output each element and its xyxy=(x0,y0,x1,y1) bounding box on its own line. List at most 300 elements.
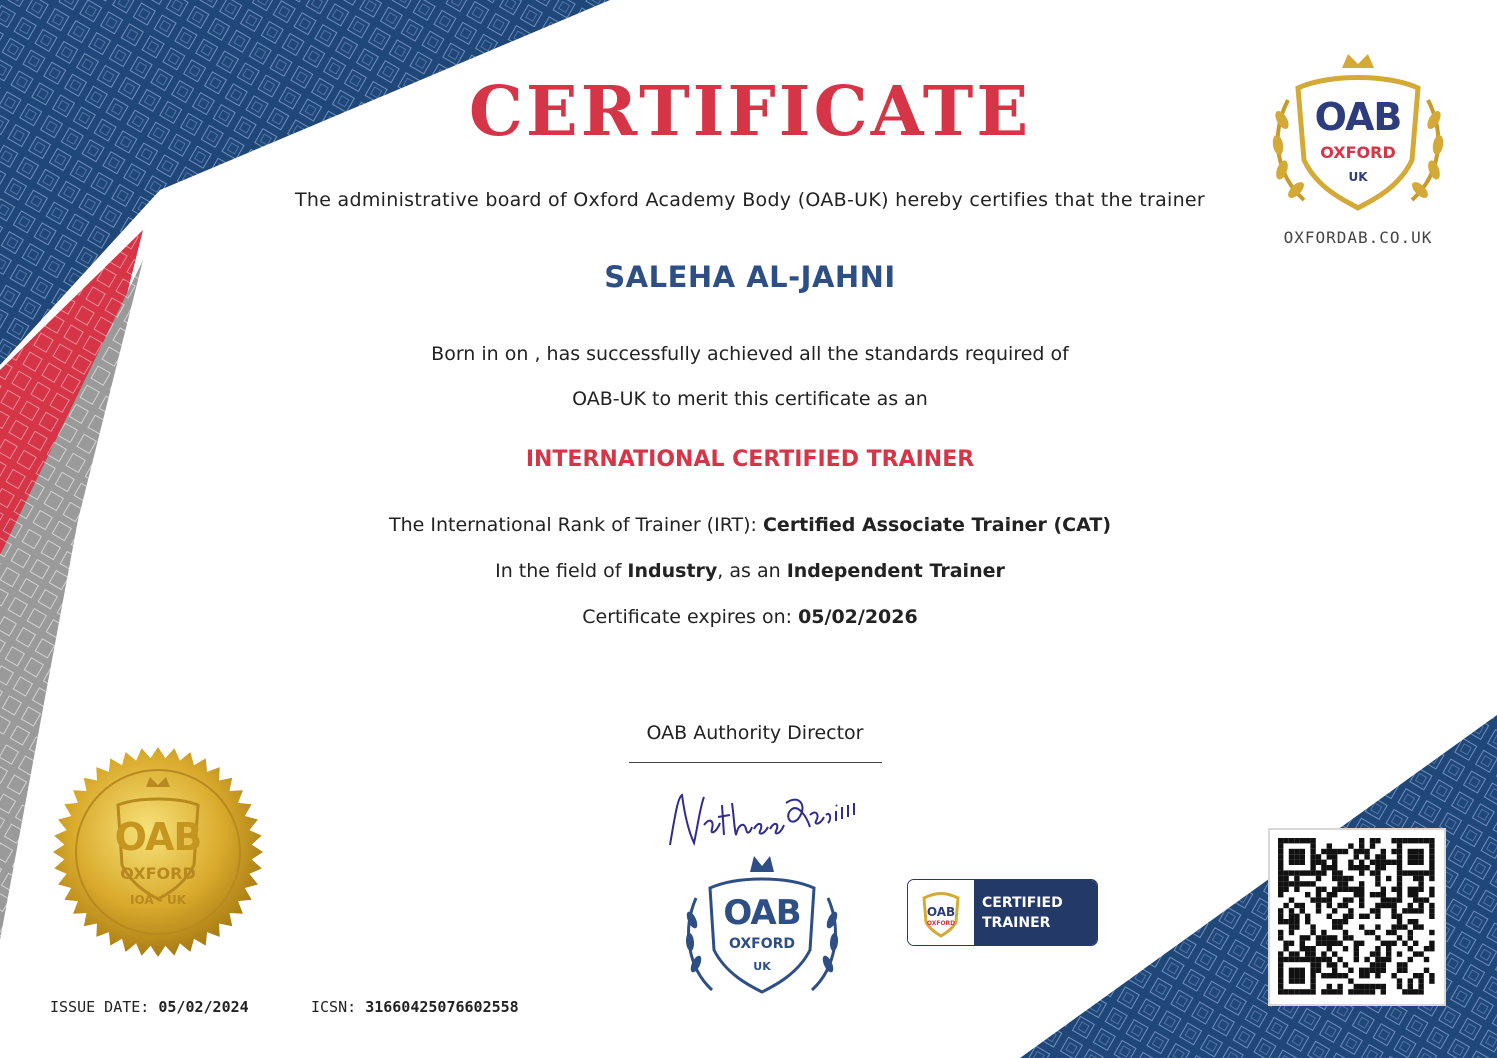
qr-module xyxy=(1386,941,1391,946)
qr-module xyxy=(1375,957,1380,962)
field-prefix: In the field of xyxy=(495,560,628,582)
qr-module xyxy=(1408,838,1413,843)
qr-module xyxy=(1327,849,1332,854)
qr-module xyxy=(1429,903,1434,908)
qr-module xyxy=(1294,887,1299,892)
qr-module xyxy=(1429,849,1434,854)
qr-module xyxy=(1289,908,1294,913)
irt-value: Certified Associate Trainer (CAT) xyxy=(762,514,1111,536)
qr-module xyxy=(1300,968,1305,973)
icsn-value: 31660425076602558 xyxy=(365,998,519,1016)
qr-module xyxy=(1354,887,1359,892)
qr-module xyxy=(1364,984,1369,989)
qr-module xyxy=(1364,989,1369,994)
qr-module xyxy=(1391,924,1396,929)
qr-module xyxy=(1289,919,1294,924)
qr-module xyxy=(1408,957,1413,962)
qr-module xyxy=(1370,860,1375,865)
qr-module xyxy=(1327,843,1332,848)
qr-module xyxy=(1278,989,1283,994)
qr-module xyxy=(1337,849,1342,854)
qr-module xyxy=(1375,838,1380,843)
qr-module xyxy=(1300,903,1305,908)
qr-module xyxy=(1294,951,1299,956)
qr-module xyxy=(1359,887,1364,892)
qr-module xyxy=(1418,870,1423,875)
qr-module xyxy=(1327,914,1332,919)
qr-module xyxy=(1397,870,1402,875)
qr-module xyxy=(1370,838,1375,843)
qr-module xyxy=(1310,870,1315,875)
qr-module xyxy=(1316,870,1321,875)
qr-module xyxy=(1310,946,1315,951)
qr-module xyxy=(1359,903,1364,908)
qr-module xyxy=(1397,968,1402,973)
qr-module xyxy=(1300,946,1305,951)
qr-module xyxy=(1386,876,1391,881)
qr-module xyxy=(1332,924,1337,929)
qr-module xyxy=(1370,951,1375,956)
qr-module xyxy=(1354,854,1359,859)
qr-module xyxy=(1348,887,1353,892)
qr-module xyxy=(1332,973,1337,978)
qr-module xyxy=(1294,870,1299,875)
qr-module xyxy=(1332,989,1337,994)
qr-module xyxy=(1370,968,1375,973)
badge-logo xyxy=(908,880,974,945)
certified-trainer-badge xyxy=(907,879,1098,946)
qr-module xyxy=(1381,968,1386,973)
qr-module xyxy=(1327,854,1332,859)
qr-module xyxy=(1321,941,1326,946)
qr-module xyxy=(1397,892,1402,897)
qr-module xyxy=(1278,892,1283,897)
qr-module xyxy=(1375,968,1380,973)
qr-module xyxy=(1305,935,1310,940)
qr-module xyxy=(1348,935,1353,940)
emblem-text-uk: UK xyxy=(753,960,771,973)
qr-module xyxy=(1418,951,1423,956)
qr-module xyxy=(1294,914,1299,919)
qr-module xyxy=(1375,865,1380,870)
qr-module xyxy=(1289,849,1294,854)
qr-module xyxy=(1289,930,1294,935)
director-signature xyxy=(660,785,860,855)
qr-module xyxy=(1381,865,1386,870)
qr-module xyxy=(1278,881,1283,886)
qr-module xyxy=(1418,881,1423,886)
qr-module xyxy=(1310,865,1315,870)
qr-module xyxy=(1310,962,1315,967)
qr-module xyxy=(1408,854,1413,859)
qr-module xyxy=(1300,860,1305,865)
qr-module xyxy=(1283,946,1288,951)
qr-module xyxy=(1386,946,1391,951)
qr-module xyxy=(1337,881,1342,886)
qr-module xyxy=(1386,957,1391,962)
qr-module xyxy=(1359,924,1364,929)
qr-module xyxy=(1408,892,1413,897)
qr-code[interactable] xyxy=(1268,828,1446,1006)
qr-module xyxy=(1413,849,1418,854)
qr-module xyxy=(1289,897,1294,902)
qr-module xyxy=(1310,968,1315,973)
badge-text xyxy=(974,880,1097,945)
qr-module xyxy=(1343,849,1348,854)
qr-module xyxy=(1408,870,1413,875)
qr-module xyxy=(1429,914,1434,919)
qr-module xyxy=(1397,924,1402,929)
qr-module xyxy=(1278,962,1283,967)
seal-text-oab: OAB xyxy=(114,815,202,859)
qr-module xyxy=(1386,951,1391,956)
qr-module xyxy=(1327,973,1332,978)
qr-module xyxy=(1424,968,1429,973)
qr-code-image xyxy=(1270,830,1444,1004)
irt-label: The International Rank of Trainer (IRT): xyxy=(389,514,763,536)
qr-module xyxy=(1402,908,1407,913)
qr-module xyxy=(1310,989,1315,994)
qr-module xyxy=(1305,892,1310,897)
qr-module xyxy=(1413,973,1418,978)
qr-module xyxy=(1413,870,1418,875)
qr-module xyxy=(1359,892,1364,897)
qr-module xyxy=(1429,978,1434,983)
qr-module xyxy=(1332,892,1337,897)
qr-module xyxy=(1294,903,1299,908)
expiry-line xyxy=(250,606,1250,628)
qr-module xyxy=(1408,908,1413,913)
qr-module xyxy=(1364,930,1369,935)
qr-module xyxy=(1359,860,1364,865)
qr-module xyxy=(1354,946,1359,951)
qr-module xyxy=(1278,957,1283,962)
qr-module xyxy=(1316,903,1321,908)
qr-module xyxy=(1343,914,1348,919)
qr-module xyxy=(1327,903,1332,908)
qr-module xyxy=(1327,897,1332,902)
qr-module xyxy=(1283,957,1288,962)
qr-module xyxy=(1391,914,1396,919)
qr-module xyxy=(1337,984,1342,989)
icsn-label: ICSN: xyxy=(311,998,357,1016)
qr-module xyxy=(1289,973,1294,978)
qr-module xyxy=(1364,973,1369,978)
qr-module xyxy=(1305,870,1310,875)
qr-module xyxy=(1278,930,1283,935)
qr-module xyxy=(1300,838,1305,843)
qr-module xyxy=(1316,887,1321,892)
qr-module xyxy=(1316,897,1321,902)
qr-module xyxy=(1283,838,1288,843)
qr-module xyxy=(1391,973,1396,978)
field-line xyxy=(250,560,1250,582)
qr-module xyxy=(1278,914,1283,919)
qr-module xyxy=(1381,897,1386,902)
qr-module xyxy=(1397,978,1402,983)
qr-module xyxy=(1375,881,1380,886)
qr-module xyxy=(1413,941,1418,946)
qr-module xyxy=(1332,941,1337,946)
qr-module xyxy=(1397,962,1402,967)
qr-module xyxy=(1354,865,1359,870)
qr-module xyxy=(1343,876,1348,881)
qr-module xyxy=(1397,887,1402,892)
qr-module xyxy=(1375,854,1380,859)
qr-module xyxy=(1327,957,1332,962)
qr-module xyxy=(1413,989,1418,994)
qr-module xyxy=(1402,941,1407,946)
qr-module xyxy=(1354,941,1359,946)
field-value: Industry xyxy=(627,560,718,582)
field-role: Independent Trainer xyxy=(786,560,1005,582)
qr-module xyxy=(1397,849,1402,854)
qr-module xyxy=(1327,984,1332,989)
qr-module xyxy=(1429,946,1434,951)
qr-module xyxy=(1300,849,1305,854)
qr-module xyxy=(1429,876,1434,881)
qr-module xyxy=(1375,870,1380,875)
qr-module xyxy=(1332,968,1337,973)
qr-module xyxy=(1402,962,1407,967)
qr-module xyxy=(1429,865,1434,870)
qr-module xyxy=(1289,881,1294,886)
qr-module xyxy=(1424,946,1429,951)
qr-module xyxy=(1408,984,1413,989)
seal-text-bottom: IOA - UK xyxy=(129,893,186,907)
qr-module xyxy=(1418,924,1423,929)
qr-module xyxy=(1397,935,1402,940)
qr-module xyxy=(1381,903,1386,908)
qr-module xyxy=(1321,887,1326,892)
svg-text:OAB: OAB xyxy=(926,904,956,919)
qr-module xyxy=(1316,968,1321,973)
qr-module xyxy=(1337,876,1342,881)
qr-module xyxy=(1391,849,1396,854)
qr-module xyxy=(1408,946,1413,951)
qr-module xyxy=(1386,930,1391,935)
qr-module xyxy=(1391,838,1396,843)
qr-module xyxy=(1278,838,1283,843)
logo-text-uk: UK xyxy=(1348,170,1368,184)
emblem-text-oab: OAB xyxy=(723,893,801,933)
qr-module xyxy=(1375,892,1380,897)
qr-module xyxy=(1413,919,1418,924)
qr-module xyxy=(1391,887,1396,892)
qr-module xyxy=(1397,865,1402,870)
qr-module xyxy=(1429,908,1434,913)
qr-module xyxy=(1381,892,1386,897)
qr-module xyxy=(1397,876,1402,881)
qr-module xyxy=(1359,849,1364,854)
qr-module xyxy=(1289,989,1294,994)
qr-module xyxy=(1327,989,1332,994)
qr-module xyxy=(1370,962,1375,967)
qr-module xyxy=(1413,860,1418,865)
qr-module xyxy=(1300,908,1305,913)
qr-module xyxy=(1429,870,1434,875)
qr-module xyxy=(1348,860,1353,865)
qr-module xyxy=(1332,865,1337,870)
qr-module xyxy=(1375,951,1380,956)
qr-module xyxy=(1354,849,1359,854)
qr-module xyxy=(1386,897,1391,902)
qr-module xyxy=(1289,860,1294,865)
qr-module xyxy=(1375,903,1380,908)
qr-module xyxy=(1305,919,1310,924)
qr-module xyxy=(1408,919,1413,924)
qr-module xyxy=(1375,962,1380,967)
qr-module xyxy=(1294,854,1299,859)
qr-module xyxy=(1402,924,1407,929)
qr-module xyxy=(1397,914,1402,919)
certificate-title: CERTIFICATE xyxy=(468,72,1032,152)
qr-module xyxy=(1332,951,1337,956)
qr-module xyxy=(1343,919,1348,924)
qr-module xyxy=(1332,849,1337,854)
qr-module xyxy=(1386,903,1391,908)
qr-module xyxy=(1316,941,1321,946)
qr-module xyxy=(1300,935,1305,940)
qr-module xyxy=(1278,978,1283,983)
badge-line-1: CERTIFIED xyxy=(982,894,1063,911)
qr-module xyxy=(1375,908,1380,913)
qr-module xyxy=(1332,935,1337,940)
qr-module xyxy=(1310,854,1315,859)
qr-module xyxy=(1418,838,1423,843)
qr-module xyxy=(1397,897,1402,902)
qr-module xyxy=(1359,843,1364,848)
qr-module xyxy=(1429,838,1434,843)
qr-module xyxy=(1354,951,1359,956)
signature-line xyxy=(629,762,882,763)
qr-module xyxy=(1413,897,1418,902)
qr-module xyxy=(1294,973,1299,978)
logo-text-oxford: OXFORD xyxy=(1320,143,1396,162)
website-url: OXFORDAB.CO.UK xyxy=(1283,228,1433,247)
qr-module xyxy=(1310,978,1315,983)
qr-module xyxy=(1332,854,1337,859)
qr-module xyxy=(1327,962,1332,967)
qr-module xyxy=(1332,919,1337,924)
qr-module xyxy=(1310,924,1315,929)
qr-module xyxy=(1408,849,1413,854)
qr-module xyxy=(1429,860,1434,865)
qr-module xyxy=(1278,951,1283,956)
qr-module xyxy=(1294,876,1299,881)
qr-module xyxy=(1278,860,1283,865)
qr-module xyxy=(1364,854,1369,859)
qr-module xyxy=(1321,935,1326,940)
qr-module xyxy=(1305,881,1310,886)
qr-module xyxy=(1408,887,1413,892)
qr-module xyxy=(1316,935,1321,940)
qr-module xyxy=(1278,865,1283,870)
qr-module xyxy=(1310,984,1315,989)
qr-module xyxy=(1391,897,1396,902)
qr-module xyxy=(1337,919,1342,924)
qr-module xyxy=(1370,930,1375,935)
qr-module xyxy=(1343,903,1348,908)
qr-module xyxy=(1418,984,1423,989)
qr-module xyxy=(1337,941,1342,946)
qr-module xyxy=(1327,935,1332,940)
qr-module xyxy=(1300,957,1305,962)
issue-date-label: ISSUE DATE: xyxy=(50,998,150,1016)
qr-module xyxy=(1305,838,1310,843)
qr-module xyxy=(1381,962,1386,967)
qr-module xyxy=(1381,984,1386,989)
qr-module xyxy=(1413,854,1418,859)
qr-module xyxy=(1289,870,1294,875)
qr-module xyxy=(1310,957,1315,962)
qr-module xyxy=(1391,903,1396,908)
qr-module xyxy=(1359,968,1364,973)
qr-module xyxy=(1310,881,1315,886)
qr-module xyxy=(1429,930,1434,935)
director-title: OAB Authority Director xyxy=(646,722,864,744)
qr-module xyxy=(1278,968,1283,973)
qr-module xyxy=(1321,897,1326,902)
qr-module xyxy=(1418,908,1423,913)
qr-module xyxy=(1418,973,1423,978)
qr-module xyxy=(1386,860,1391,865)
qr-module xyxy=(1402,838,1407,843)
qr-module xyxy=(1321,930,1326,935)
qr-module xyxy=(1310,930,1315,935)
qr-module xyxy=(1289,838,1294,843)
qr-module xyxy=(1278,876,1283,881)
expiry-date: 05/02/2026 xyxy=(798,606,918,628)
qr-module xyxy=(1343,962,1348,967)
qr-module xyxy=(1289,854,1294,859)
qr-module xyxy=(1321,849,1326,854)
qr-module xyxy=(1332,876,1337,881)
qr-module xyxy=(1364,957,1369,962)
qr-module xyxy=(1294,881,1299,886)
qr-module xyxy=(1289,957,1294,962)
qr-module xyxy=(1354,892,1359,897)
qr-module xyxy=(1316,962,1321,967)
qr-module xyxy=(1397,860,1402,865)
qr-module xyxy=(1364,914,1369,919)
qr-module xyxy=(1337,887,1342,892)
qr-module xyxy=(1359,881,1364,886)
qr-module xyxy=(1381,849,1386,854)
qr-module xyxy=(1337,924,1342,929)
qr-module xyxy=(1332,962,1337,967)
qr-module xyxy=(1364,968,1369,973)
qr-module xyxy=(1359,838,1364,843)
qr-module xyxy=(1300,941,1305,946)
qr-module xyxy=(1337,957,1342,962)
qr-module xyxy=(1370,989,1375,994)
qr-module xyxy=(1375,924,1380,929)
qr-module xyxy=(1359,914,1364,919)
qr-module xyxy=(1283,903,1288,908)
qr-module xyxy=(1294,957,1299,962)
qr-module xyxy=(1364,849,1369,854)
qr-module xyxy=(1289,914,1294,919)
qr-module xyxy=(1310,849,1315,854)
qr-module xyxy=(1413,876,1418,881)
qr-module xyxy=(1348,843,1353,848)
qr-module xyxy=(1348,978,1353,983)
qr-module xyxy=(1397,984,1402,989)
badge-shield-icon xyxy=(916,888,966,938)
qr-module xyxy=(1289,978,1294,983)
qr-module xyxy=(1413,838,1418,843)
